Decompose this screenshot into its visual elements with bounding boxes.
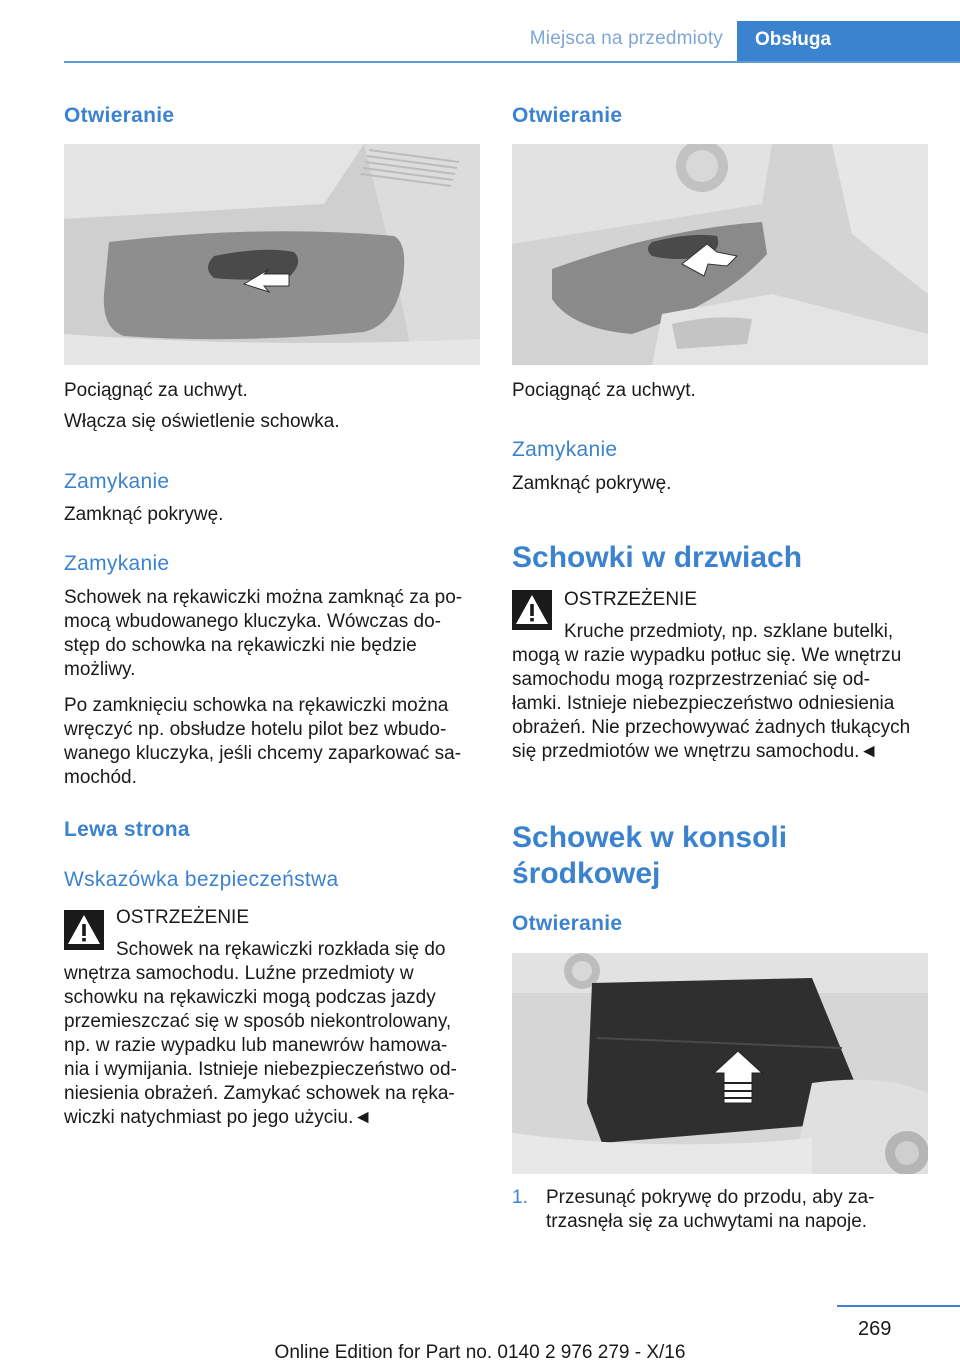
heading-lock: Zamykanie [64, 552, 170, 575]
heading-line: Schowek w konsoli [512, 821, 788, 854]
text-line: Po zamknięciu schowka na rękawiczki można [64, 695, 449, 716]
text-line: obrażeń. Nie przechowywać żadnych tłukących [512, 717, 911, 738]
text-valet [64, 694, 482, 790]
text-lock [64, 586, 482, 682]
text-close-lid-right: Zamknąć pokrywę. [512, 473, 672, 494]
header-rule [64, 61, 960, 63]
list-item [512, 1186, 932, 1234]
footer-rule [837, 1305, 960, 1307]
right-glovebox-photo [512, 144, 928, 365]
text-line: Przesunąć pokrywę do przodu, aby za‐ [546, 1187, 875, 1208]
warning-title: OSTRZEŻENIE [116, 907, 250, 928]
chapter-tab: Obsługa [737, 21, 960, 61]
heading-door-compartments: Schowki w drzwiach [512, 541, 803, 574]
text-line: przemieszczać się w sposób niekontrolowany, [64, 1011, 452, 1032]
heading-left-side: Lewa strona [64, 818, 190, 841]
text-line: się przedmiotów we wnętrzu samochodu.◄ [512, 741, 879, 762]
warning-text [64, 938, 482, 1130]
text-line: Schowek na rękawiczki można zamknąć za po‐ [64, 587, 463, 608]
text-line: wiczki natychmiast po jego użyciu.◄ [64, 1107, 373, 1128]
heading-center-console [512, 820, 787, 892]
text-line: np. w razie wypadku lub manewrów hamowa‐ [64, 1035, 448, 1056]
heading-safety-note: Wskazówka bezpieczeństwa [64, 868, 339, 891]
glovebox-photo [64, 144, 480, 365]
heading-close-right: Zamykanie [512, 438, 618, 461]
text-line: samochodu mogą rozprzestrzeniać się od‐ [512, 669, 871, 690]
text-line: wnętrza samochodu. Luźne przedmioty w [64, 963, 414, 984]
text-line: mogą w razie wypadku potłuc się. We wnętrzu [512, 645, 902, 666]
text-pull-handle: Pociągnąć za uchwyt. [64, 380, 248, 401]
heading-open-right: Otwieranie [512, 104, 623, 127]
text-line: Schowek na rękawiczki rozkłada się do [116, 939, 446, 960]
warning-title-right: OSTRZEŻENIE [564, 589, 698, 610]
step-number: 1. [512, 1187, 528, 1208]
text-line: nia i wymijania. Istnieje niebezpieczeństwo od‐ [64, 1059, 457, 1080]
console-photo [512, 953, 928, 1174]
text-line: schowku na rękawiczki mogą podczas jazdy [64, 987, 436, 1008]
text-line: możliwy. [64, 659, 136, 680]
text-line: mocą wbudowanego kluczyka. Wówczas do‐ [64, 611, 442, 632]
text-line: mochód. [64, 767, 137, 788]
heading-open: Otwieranie [64, 104, 175, 127]
text-line: wręczyć np. obsłudze hotelu pilot bez wbudo‐ [64, 719, 447, 740]
text-line: stęp do schowka na rękawiczki nie będzie [64, 635, 417, 656]
text-close-lid: Zamknąć pokrywę. [64, 504, 224, 525]
text-line: Kruche przedmioty, np. szklane butelki, [564, 621, 894, 642]
warning-text-right [512, 620, 932, 764]
page-header [0, 0, 960, 62]
section-title: Miejsca na przedmioty [529, 28, 723, 49]
edition-footer: Online Edition for Part no. 0140 2 976 279 - X/16 [274, 1342, 686, 1362]
text-line: niesienia obrażeń. Zamykać schowek na ręka‐ [64, 1083, 455, 1104]
heading-open-console: Otwieranie [512, 912, 623, 935]
heading-line: środkowej [512, 857, 661, 890]
text-pull-handle-right: Pociągnąć za uchwyt. [512, 380, 696, 401]
text-light-on: Włącza się oświetlenie schowka. [64, 411, 340, 432]
heading-close: Zamykanie [64, 470, 170, 493]
text-line: trzasnęła się za uchwytami na napoje. [546, 1211, 868, 1232]
page-number: 269 [858, 1318, 892, 1340]
text-line: łamki. Istnieje niebezpieczeństwo odniesienia [512, 693, 895, 714]
text-line: wanego kluczyka, jeśli chcemy zaparkować sa‐ [64, 743, 462, 764]
